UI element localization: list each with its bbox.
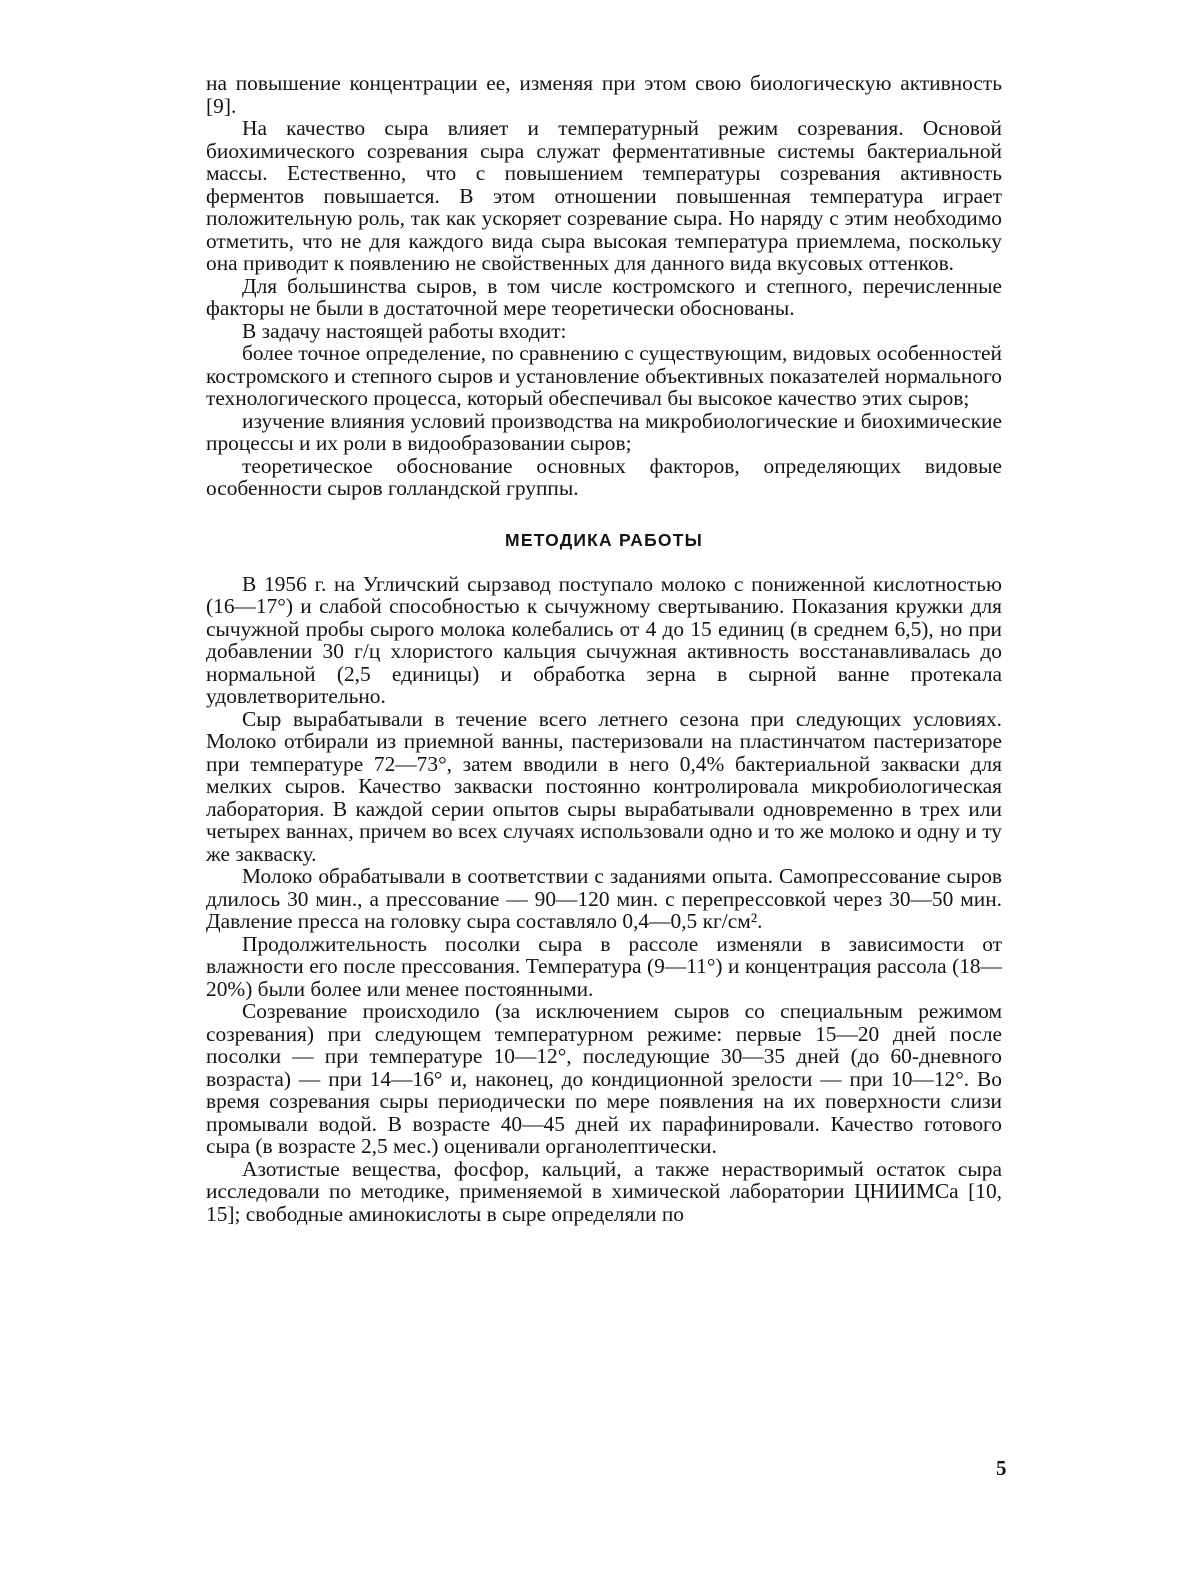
- list-item: изучение влияния условий производства на микробиологические и биохимические процессы и их роли в видообразовании сыров;: [206, 408, 1002, 455]
- paragraph: Для большинства сыров, в том числе костромского и степного, перечисленные факторы не были в достаточной мере теоретически обоснованы.: [206, 273, 1002, 320]
- page-number: 5: [996, 1456, 1007, 1480]
- methods-section: [206, 573, 1002, 1226]
- paragraph: Продолжительность посолки сыра в рассоле изменяли в зависимости от влажности его после прессования. Температура (9—11°) и концентрация рассола (18—20%) были более или менее постоянными.: [206, 931, 1002, 1001]
- paragraph: В 1956 г. на Угличский сырзавод поступало молоко с пониженной кислотностью (16—17°) и слабой способностью к сычужному свертыванию. Показания кружки для сычужной пробы сырого молока колебались от 4 до 15 единиц (в среднем 6,5), но при добавлении 30 г/ц хлористого кальция сычужная активность восстанавливалась до нормальной (2,5 единицы) и обработка зерна в сырной ванне протекала удовлетворительно.: [206, 571, 1002, 708]
- page-body: [206, 72, 1002, 1225]
- paragraph: На качество сыра влияет и температурный режим созревания. Основой биохимического созревания сыра служат ферментативные системы бактериальной массы. Естественно, что с повышением температуры созревания активность ферментов повышается. В этом отношении повышенная температура играет положительную роль, так как ускоряет созревание сыра. Но наряду с этим необходимо отметить, что не для каждого вида сыра высокая температура приемлема, поскольку она приводит к появлению не свойственных для данного вида вкусовых оттенков.: [206, 116, 1002, 275]
- intro-section: [206, 72, 1002, 500]
- paragraph: на повышение концентрации ее, изменяя при этом свою биологическую активность [9].: [206, 71, 1002, 118]
- paragraph: Сыр вырабатывали в течение всего летнего сезона при следующих условиях. Молоко отбирали из приемной ванны, пастеризовали на пластинчатом пастеризаторе при температуре 72—73°, затем вводили в него 0,4% бактериальной закваски для мелких сыров. Качество закваски постоянно контролировала микробиологическая лаборатория. В каждой серии опытов сыры вырабатывали одновременно в трех или четырех ваннах, причем во всех случаях использовали одно и то же молоко и одну и ту же закваску.: [206, 706, 1002, 866]
- list-item: теоретическое обоснование основных факторов, определяющих видовые особенности сыров голландской группы.: [206, 453, 1002, 500]
- paragraph: Созревание происходило (за исключением сыров со специальным режимом созревания) при следующем температурном режиме: первые 15—20 дней после посолки — при температуре 10—12°, последующие 30—35 дней (до 60-дневного возраста) — при 14—16° и, наконец, до кондиционной зрелости — при 10—12°. Во время созревания сыры периодически по мере появления на их поверхности слизи промывали водой. В возрасте 40—45 дней их парафинировали. Качество готового сыра (в возрасте 2,5 мес.) оценивали органолептически.: [206, 999, 1002, 1158]
- section-heading: МЕТОДИКА РАБОТЫ: [505, 529, 703, 550]
- paragraph: Азотистые вещества, фосфор, кальций, а также нерастворимый остаток сыра исследовали по методике, применяемой в химической лаборатории ЦНИИМСа [10, 15]; свободные аминокислоты в сыре определяли по: [206, 1156, 1002, 1226]
- paragraph: Молоко обрабатывали в соответствии с заданиями опыта. Самопрессование сыров длилось 30 мин., а прессование — 90—120 мин. с перепрессовкой через 30—50 мин. Давление пресса на головку сыра составляло 0,4—0,5 кг/см².: [206, 864, 1002, 933]
- paragraph: В задачу настоящей работы входит:: [242, 318, 567, 343]
- list-item: более точное определение, по сравнению с существующим, видовых особенностей костромского и степного сыров и установление объективных показателей нормального технологического процесса, который обеспечивал бы высокое качество этих сыров;: [206, 341, 1002, 410]
